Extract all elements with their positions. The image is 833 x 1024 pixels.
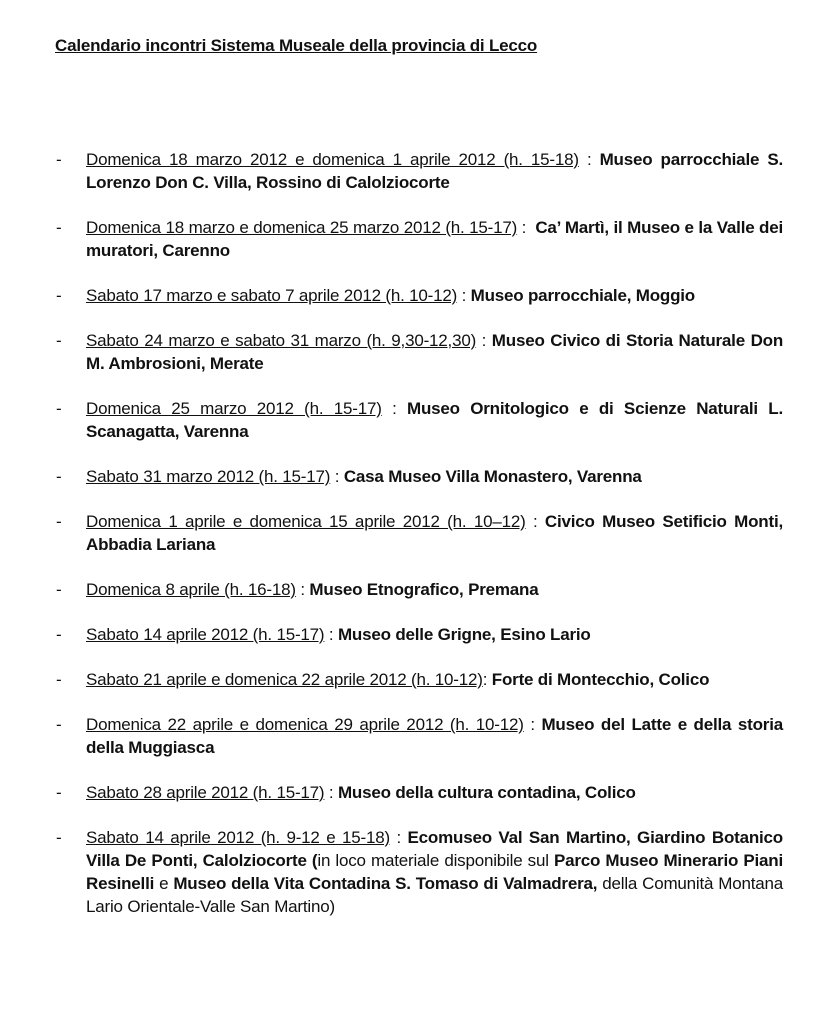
event-place-secondary: Museo della Vita Contadina S. Tomaso di Valmadrera,	[173, 874, 598, 893]
list-item	[0, 329, 833, 375]
event-place: Ecomuseo Val San Martino, Giardino Botanico Villa De Ponti, Calolziocorte (	[86, 828, 783, 870]
separator: :	[578, 150, 600, 169]
document-title: Calendario incontri Sistema Museale della provincia di Lecco	[55, 36, 538, 55]
separator: :	[324, 625, 338, 644]
list-item	[0, 781, 833, 804]
event-place: Museo parrocchiale, Moggio	[470, 286, 695, 305]
event-date: Sabato 24 marzo e sabato 31 marzo (h. 9,30-12,30)	[86, 331, 477, 350]
bullet-dash: -	[56, 783, 62, 802]
note-text: in loco materiale disponibile sul	[317, 851, 554, 870]
event-place: Museo della cultura contadina, Colico	[337, 783, 636, 802]
separator: :	[476, 331, 492, 350]
list-item	[0, 713, 833, 759]
event-place: Museo del Latte e della storia della Muggiasca	[86, 715, 783, 757]
separator: :	[525, 512, 545, 531]
bullet-dash: -	[56, 828, 62, 847]
event-date: Sabato 17 marzo e sabato 7 aprile 2012 (h. 10-12)	[86, 286, 458, 305]
bullet-dash: -	[56, 512, 62, 531]
list-item-last	[0, 826, 833, 918]
separator: :	[482, 670, 492, 689]
event-date: Sabato 21 aprile e domenica 22 aprile 2012 (h. 10-12)	[86, 670, 483, 689]
bullet-dash: -	[56, 218, 62, 237]
list-item	[0, 510, 833, 556]
list-item	[0, 284, 833, 307]
event-date: Domenica 8 aprile (h. 16-18)	[86, 580, 296, 599]
separator: :	[330, 467, 344, 486]
event-place: Casa Museo Villa Monastero, Varenna	[343, 467, 642, 486]
event-place: Museo Etnografico, Premana	[309, 580, 539, 599]
list-item	[0, 397, 833, 443]
list-item	[0, 578, 833, 601]
separator: :	[295, 580, 310, 599]
note-text: e	[154, 874, 174, 893]
bullet-dash: -	[56, 286, 62, 305]
event-place: Ca’ Martì, il Museo e la Valle dei muratori, Carenno	[86, 218, 783, 260]
list-item	[0, 148, 833, 194]
bullet-dash: -	[56, 670, 62, 689]
event-place: Museo parrocchiale S. Lorenzo Don C. Villa, Rossino di Calolziocorte	[86, 150, 783, 192]
event-place: Museo delle Grigne, Esino Lario	[337, 625, 591, 644]
list-item	[0, 668, 833, 691]
bullet-dash: -	[56, 331, 62, 350]
event-place: Museo Civico di Storia Naturale Don M. Ambrosioni, Merate	[86, 331, 784, 373]
event-date: Domenica 25 marzo 2012 (h. 15-17)	[86, 399, 382, 418]
separator: :	[389, 828, 408, 847]
event-place-secondary: Parco Museo Minerario Piani Resinelli	[86, 851, 784, 893]
event-date: Domenica 18 marzo 2012 e domenica 1 aprile 2012 (h. 15-18)	[86, 150, 579, 169]
event-date: Domenica 22 aprile e domenica 29 aprile 2012 (h. 10-12)	[86, 715, 524, 734]
bullet-dash: -	[56, 715, 62, 734]
bullet-dash: -	[56, 150, 62, 169]
event-date: Sabato 28 aprile 2012 (h. 15-17)	[86, 783, 325, 802]
separator: :	[523, 715, 542, 734]
events-list	[0, 148, 833, 940]
event-date: Sabato 14 aprile 2012 (h. 9-12 e 15-18)	[86, 828, 390, 847]
list-item	[0, 216, 833, 262]
separator: :	[381, 399, 407, 418]
event-place: Civico Museo Setificio Monti, Abbadia Lariana	[86, 512, 783, 554]
separator: :	[457, 286, 471, 305]
bullet-dash: -	[56, 625, 62, 644]
event-date: Sabato 14 aprile 2012 (h. 15-17)	[86, 625, 325, 644]
bullet-dash: -	[56, 580, 62, 599]
event-date: Sabato 31 marzo 2012 (h. 15-17)	[86, 467, 331, 486]
list-item	[0, 465, 833, 488]
separator: :	[517, 218, 536, 237]
event-date: Domenica 18 marzo e domenica 25 marzo 2012 (h. 15-17)	[86, 218, 518, 237]
bullet-dash: -	[56, 467, 62, 486]
event-date: Domenica 1 aprile e domenica 15 aprile 2012 (h. 10–12)	[86, 512, 526, 531]
list-item	[0, 623, 833, 646]
event-place: Forte di Montecchio, Colico	[491, 670, 710, 689]
event-place: Museo Ornitologico e di Scienze Naturali L. Scanagatta, Varenna	[86, 399, 783, 441]
separator: :	[324, 783, 338, 802]
bullet-dash: -	[56, 399, 62, 418]
note-text: della Comunità Montana Lario Orientale-Valle San Martino)	[86, 874, 783, 916]
